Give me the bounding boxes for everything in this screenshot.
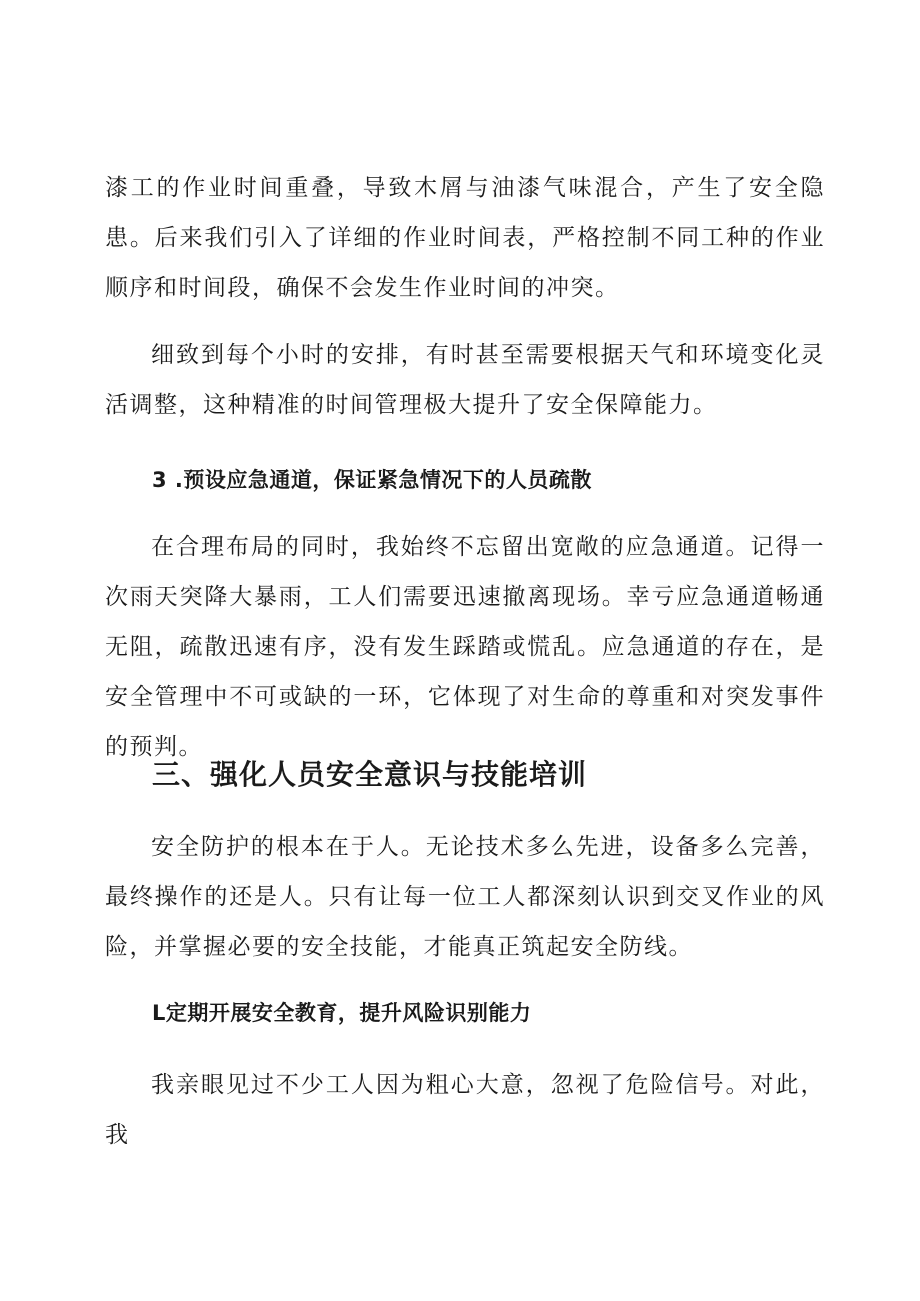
paragraph-work-schedule: 漆工的作业时间重叠，导致木屑与油漆气味混合，产生了安全隐患。后来我们引入了详细的作业时间表，严格控制不同工种的作业顺序和时间段，确保不会发生作业时间的冲突。 [105, 175, 825, 301]
paragraph-emergency-exit: 在合理布局的同时，我始终不忘留出宽敞的应急通道。记得一次雨天突降大暴雨，工人们需要迅速撤离现场。幸亏应急通道畅通无阻，疏散迅速有序，没有发生踩踏或慌乱。应急通道的存在，是安全管理中不可或缺的一环，它体现了对生命的尊重和对突发事件的预判。 [105, 534, 825, 760]
paragraph-carelessness: 我亲眼见过不少工人因为粗心大意，忽视了危险信号。对此，我 [105, 1072, 825, 1148]
subheading-safety-education: L定期开展安全教育，提升风险识别能力 [152, 1001, 532, 1025]
section-heading-safety-awareness: 三、强化人员安全意识与技能培训 [152, 758, 588, 791]
paragraph-hourly-arrangement: 细致到每个小时的安排，有时甚至需要根据天气和环境变化灵活调整，这种精准的时间管理极大提升了安全保障能力。 [105, 342, 825, 418]
subheading-emergency-exit: 3 .预设应急通道，保证紧急情况下的人员疏散 [152, 468, 592, 492]
paragraph-human-factor: 安全防护的根本在于人。无论技术多么先进，设备多么完善，最终操作的还是人。只有让每一位工人都深刻认识到交叉作业的风险，并掌握必要的安全技能，才能真正筑起安全防线。 [105, 834, 825, 960]
